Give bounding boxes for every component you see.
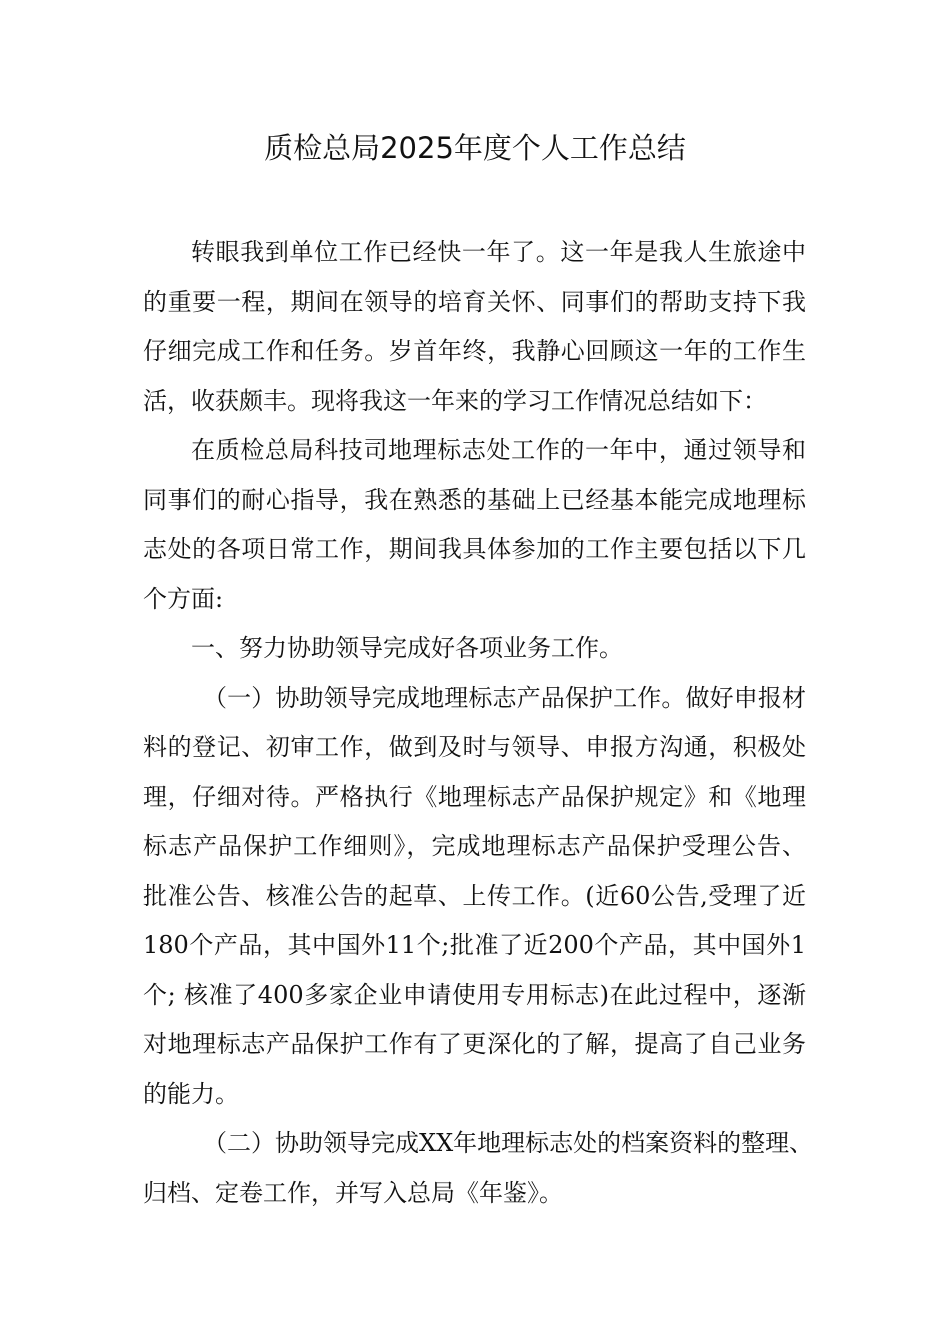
- paragraph-line: 活，收获颇丰。现将我这一年来的学习工作情况总结如下：: [143, 386, 767, 415]
- paragraph-line: 归档、定卷工作，并写入总局《年鉴》。: [143, 1178, 563, 1207]
- paragraph-line: （二）协助领导完成XX年地理标志处的档案资料的整理、: [203, 1129, 814, 1157]
- paragraph-line: 理，仔细对待。严格执行《地理标志产品保护规定》和《地理: [143, 782, 806, 811]
- paragraph-line: 个方面:: [143, 584, 224, 613]
- paragraph-line: 个; 核准了400多家企业申请使用专用标志)在此过程中，逐渐: [143, 980, 806, 1009]
- paragraph-line: 在质检总局科技司地理标志处工作的一年中，通过领导和: [191, 436, 806, 464]
- paragraph-line: （一）协助领导完成地理标志产品保护工作。做好申报材: [203, 683, 806, 712]
- document-title: 质检总局2025年度个人工作总结: [264, 131, 686, 165]
- paragraph-line: 对地理标志产品保护工作有了更深化的了解，提高了自己业务: [143, 1030, 806, 1058]
- paragraph-line: 转眼我到单位工作已经快一年了。这一年是我人生旅途中: [191, 238, 806, 266]
- paragraph-line: 的能力。: [143, 1079, 239, 1108]
- paragraph-line: 批准公告、核准公告的起草、上传工作。(近60公告,受理了近: [143, 881, 806, 910]
- section-heading: 一、努力协助领导完成好各项业务工作。: [191, 634, 623, 662]
- paragraph-line: 料的登记、初审工作，做到及时与领导、申报方沟通，积极处: [143, 733, 806, 761]
- paragraph-line: 180个产品，其中国外11个;批准了近200个产品，其中国外1: [143, 931, 806, 959]
- paragraph-line: 的重要一程，期间在领导的培育关怀、同事们的帮助支持下我: [143, 287, 806, 316]
- paragraph-line: 仔细完成工作和任务。岁首年终，我静心回顾这一年的工作生: [143, 337, 806, 365]
- document-body: [143, 228, 814, 1218]
- paragraph-line: 志处的各项日常工作，期间我具体参加的工作主要包括以下几: [143, 535, 806, 563]
- paragraph-line: 同事们的耐心指导，我在熟悉的基础上已经基本能完成地理标: [143, 485, 806, 514]
- paragraph-line: 标志产品保护工作细则》，完成地理标志产品保护受理公告、: [143, 832, 806, 860]
